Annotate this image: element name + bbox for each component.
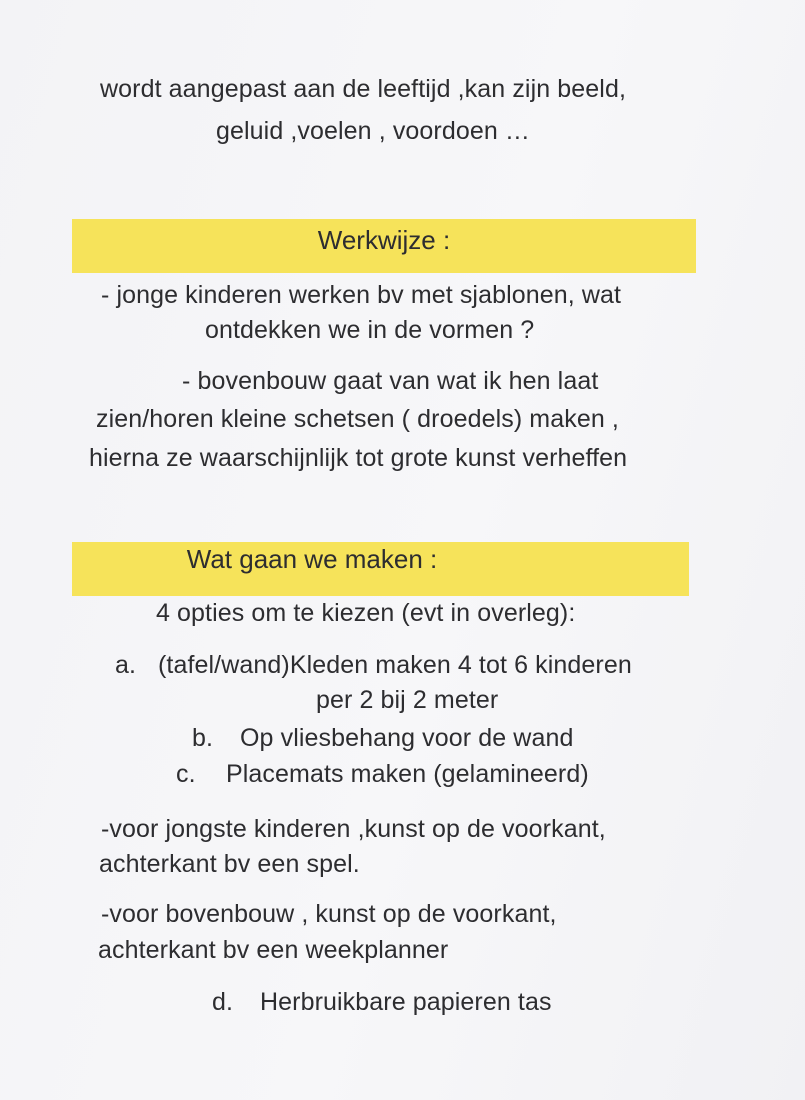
note2-line2: achterkant bv een weekplanner <box>98 936 449 964</box>
option-a-marker: a. <box>115 651 137 679</box>
option-c-marker: c. <box>176 760 196 788</box>
intro-line-2: geluid ,voelen , voordoen … <box>216 117 531 145</box>
option-a-line2: per 2 bij 2 meter <box>316 686 499 714</box>
werkwijze-item1-line1: - jonge kinderen werken bv met sjablonen, wat <box>101 281 622 309</box>
maken-intro: 4 opties om te kiezen (evt in overleg): <box>156 599 576 627</box>
werkwijze-item2-line1: - bovenbouw gaat van wat ik hen laat <box>182 367 599 395</box>
werkwijze-item2-line2: zien/horen kleine schetsen ( droedels) maken , <box>96 405 619 433</box>
maken-heading: Wat gaan we maken : <box>186 544 438 574</box>
option-a-line1: (tafel/wand)Kleden maken 4 tot 6 kinderen <box>158 651 632 679</box>
werkwijze-item1-line2: ontdekken we in de vormen ? <box>205 316 535 344</box>
option-d-marker: d. <box>212 988 234 1016</box>
note2-line1: -voor bovenbouw , kunst op de voorkant, <box>101 900 557 928</box>
note1-line2: achterkant bv een spel. <box>99 850 360 878</box>
werkwijze-heading: Werkwijze : <box>317 225 451 255</box>
werkwijze-item2-line3: hierna ze waarschijnlijk tot grote kunst verheffen <box>89 444 628 472</box>
option-c-line1: Placemats maken (gelamineerd) <box>226 760 589 788</box>
note1-line1: -voor jongste kinderen ,kunst op de voorkant, <box>101 815 606 843</box>
option-b-marker: b. <box>192 724 214 752</box>
intro-line-1: wordt aangepast aan de leeftijd ,kan zijn beeld, <box>100 75 626 103</box>
option-b-line1: Op vliesbehang voor de wand <box>240 724 574 752</box>
option-d-line1: Herbruikbare papieren tas <box>260 988 552 1016</box>
